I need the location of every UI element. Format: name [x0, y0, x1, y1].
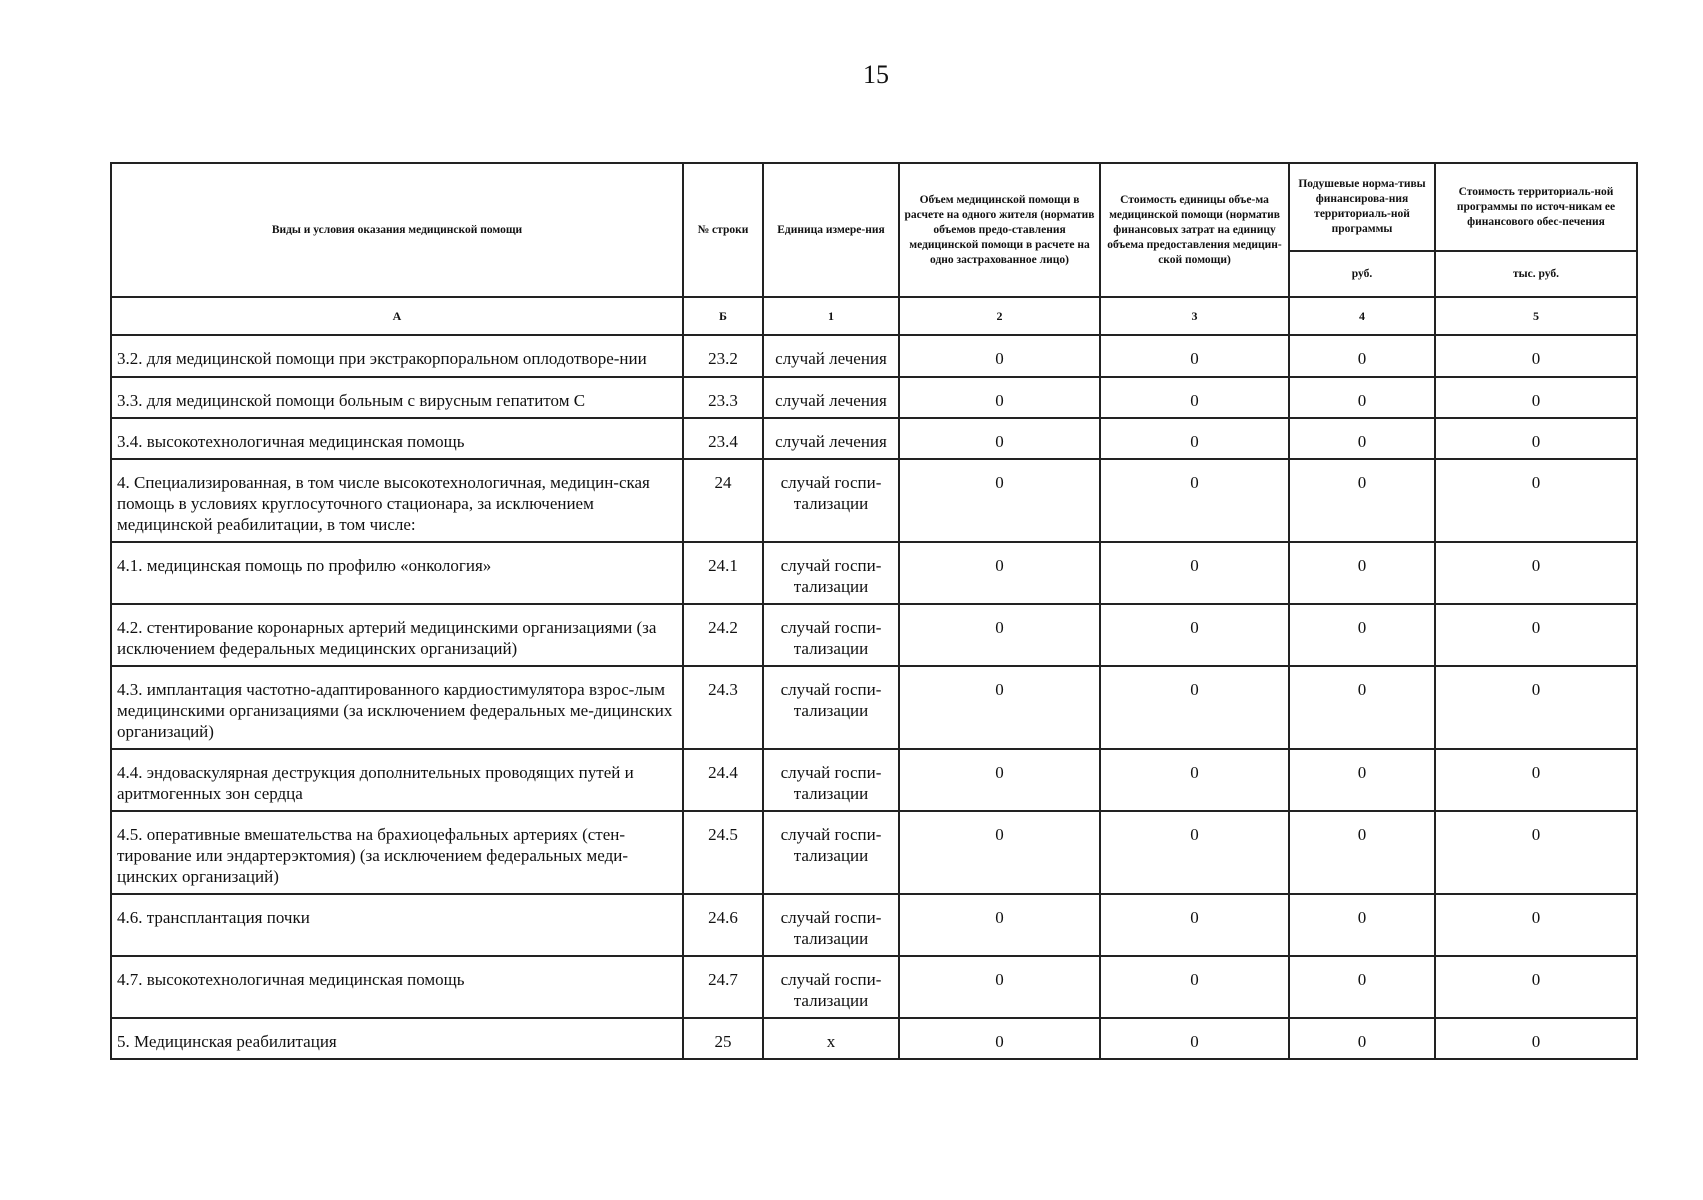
row-territorial-cost: 0	[1435, 1018, 1637, 1059]
row-cost-unit: 0	[1100, 418, 1289, 459]
header-per-capita: Подушевые норма-тивы финансирова-ния территориаль-ной программы	[1289, 163, 1435, 251]
row-name: 4.2. стентирование коронарных артерий медицинскими организациями (за исключением федеральных медицинских организаций)	[111, 604, 683, 666]
row-per-capita: 0	[1289, 666, 1435, 749]
row-unit: случай лечения	[763, 377, 899, 418]
header-volume: Объем медицинской помощи в расчете на одного жителя (норматив объемов предо-ставления медицинской помощи в расчете на одно застрахованное лицо)	[899, 163, 1100, 297]
column-letter: 1	[763, 297, 899, 335]
row-territorial-cost: 0	[1435, 956, 1637, 1018]
row-volume: 0	[899, 604, 1100, 666]
row-name: 4.4. эндоваскулярная деструкция дополнительных проводящих путей и аритмогенных зон сердца	[111, 749, 683, 811]
header-unit-thousand-rub: тыс. руб.	[1435, 251, 1637, 297]
column-letter: 5	[1435, 297, 1637, 335]
row-cost-unit: 0	[1100, 749, 1289, 811]
row-volume: 0	[899, 542, 1100, 604]
row-volume: 0	[899, 956, 1100, 1018]
row-per-capita: 0	[1289, 749, 1435, 811]
row-per-capita: 0	[1289, 956, 1435, 1018]
column-letter: 3	[1100, 297, 1289, 335]
table-row	[111, 666, 1637, 749]
row-volume: 0	[899, 459, 1100, 542]
row-name: 3.4. высокотехнологичная медицинская помощь	[111, 418, 683, 459]
row-number: 23.2	[683, 335, 763, 377]
row-cost-unit: 0	[1100, 542, 1289, 604]
header-kinds: Виды и условия оказания медицинской помощи	[111, 163, 683, 297]
row-name: 4.3. имплантация частотно-адаптированного кардиостимулятора взрос-лым медицинскими организациями (за исключением федеральных ме-дицинских организаций)	[111, 666, 683, 749]
table-row	[111, 811, 1637, 894]
row-unit: х	[763, 1018, 899, 1059]
row-cost-unit: 0	[1100, 956, 1289, 1018]
page-number: 15	[863, 60, 889, 89]
row-per-capita: 0	[1289, 604, 1435, 666]
column-letter: А	[111, 297, 683, 335]
header-row	[111, 163, 1637, 251]
row-unit: случай лечения	[763, 418, 899, 459]
table-row	[111, 956, 1637, 1018]
row-per-capita: 0	[1289, 1018, 1435, 1059]
row-territorial-cost: 0	[1435, 749, 1637, 811]
row-territorial-cost: 0	[1435, 894, 1637, 956]
row-unit: случай госпи-тализации	[763, 666, 899, 749]
row-per-capita: 0	[1289, 377, 1435, 418]
row-name: 4.1. медицинская помощь по профилю «онкология»	[111, 542, 683, 604]
row-per-capita: 0	[1289, 418, 1435, 459]
row-name: 3.3. для медицинской помощи больным с вирусным гепатитом С	[111, 377, 683, 418]
table-row	[111, 377, 1637, 418]
table-row	[111, 1018, 1637, 1059]
table-row	[111, 418, 1637, 459]
header-unit-rub: руб.	[1289, 251, 1435, 297]
table-row	[111, 459, 1637, 542]
row-number: 23.4	[683, 418, 763, 459]
row-volume: 0	[899, 335, 1100, 377]
row-cost-unit: 0	[1100, 604, 1289, 666]
row-number: 24.4	[683, 749, 763, 811]
header-unit: Единица измере-ния	[763, 163, 899, 297]
row-volume: 0	[899, 666, 1100, 749]
row-name: 4.5. оперативные вмешательства на брахиоцефальных артериях (стен-тирование или эндартерэктомия) (за исключением федеральных меди-цинских организаций)	[111, 811, 683, 894]
row-number: 24.3	[683, 666, 763, 749]
row-territorial-cost: 0	[1435, 604, 1637, 666]
row-volume: 0	[899, 894, 1100, 956]
row-cost-unit: 0	[1100, 377, 1289, 418]
row-per-capita: 0	[1289, 335, 1435, 377]
column-letter-row	[111, 297, 1637, 335]
row-number: 24	[683, 459, 763, 542]
table-row	[111, 604, 1637, 666]
row-unit: случай госпи-тализации	[763, 459, 899, 542]
row-unit: случай госпи-тализации	[763, 894, 899, 956]
row-number: 24.5	[683, 811, 763, 894]
row-name: 3.2. для медицинской помощи при экстракорпоральном оплодотворе-нии	[111, 335, 683, 377]
row-number: 25	[683, 1018, 763, 1059]
row-name: 4. Специализированная, в том числе высокотехнологичная, медицин-ская помощь в условиях круглосуточного стационара, за исключением медицинской реабилитации, в том числе:	[111, 459, 683, 542]
table-row	[111, 749, 1637, 811]
row-volume: 0	[899, 418, 1100, 459]
header-row-number: № строки	[683, 163, 763, 297]
column-letter: Б	[683, 297, 763, 335]
row-territorial-cost: 0	[1435, 459, 1637, 542]
table-row	[111, 335, 1637, 377]
financing-table	[110, 162, 1638, 1060]
row-territorial-cost: 0	[1435, 377, 1637, 418]
row-volume: 0	[899, 377, 1100, 418]
row-name: 5. Медицинская реабилитация	[111, 1018, 683, 1059]
column-letter: 4	[1289, 297, 1435, 335]
row-cost-unit: 0	[1100, 1018, 1289, 1059]
row-volume: 0	[899, 749, 1100, 811]
row-territorial-cost: 0	[1435, 666, 1637, 749]
row-unit: случай госпи-тализации	[763, 811, 899, 894]
row-per-capita: 0	[1289, 811, 1435, 894]
row-name: 4.6. трансплантация почки	[111, 894, 683, 956]
row-per-capita: 0	[1289, 542, 1435, 604]
header-cost-unit: Стоимость единицы объе-ма медицинской помощи (норматив финансовых затрат на единицу объема предоставления медицин-ской помощи)	[1100, 163, 1289, 297]
table-row	[111, 542, 1637, 604]
row-volume: 0	[899, 811, 1100, 894]
header-territorial-cost: Стоимость территориаль-ной программы по источ-никам ее финансового обес-печения	[1435, 163, 1637, 251]
row-number: 24.6	[683, 894, 763, 956]
row-volume: 0	[899, 1018, 1100, 1059]
row-number: 23.3	[683, 377, 763, 418]
column-letter: 2	[899, 297, 1100, 335]
row-cost-unit: 0	[1100, 459, 1289, 542]
row-territorial-cost: 0	[1435, 811, 1637, 894]
row-cost-unit: 0	[1100, 666, 1289, 749]
row-unit: случай госпи-тализации	[763, 542, 899, 604]
row-number: 24.7	[683, 956, 763, 1018]
financing-table-wrapper	[110, 162, 1636, 1060]
row-per-capita: 0	[1289, 459, 1435, 542]
row-territorial-cost: 0	[1435, 542, 1637, 604]
row-unit: случай лечения	[763, 335, 899, 377]
row-territorial-cost: 0	[1435, 418, 1637, 459]
row-per-capita: 0	[1289, 894, 1435, 956]
row-unit: случай госпи-тализации	[763, 956, 899, 1018]
row-number: 24.2	[683, 604, 763, 666]
row-cost-unit: 0	[1100, 894, 1289, 956]
row-territorial-cost: 0	[1435, 335, 1637, 377]
row-name: 4.7. высокотехнологичная медицинская помощь	[111, 956, 683, 1018]
row-unit: случай госпи-тализации	[763, 604, 899, 666]
row-cost-unit: 0	[1100, 335, 1289, 377]
row-unit: случай госпи-тализации	[763, 749, 899, 811]
row-cost-unit: 0	[1100, 811, 1289, 894]
table-row	[111, 894, 1637, 956]
row-number: 24.1	[683, 542, 763, 604]
